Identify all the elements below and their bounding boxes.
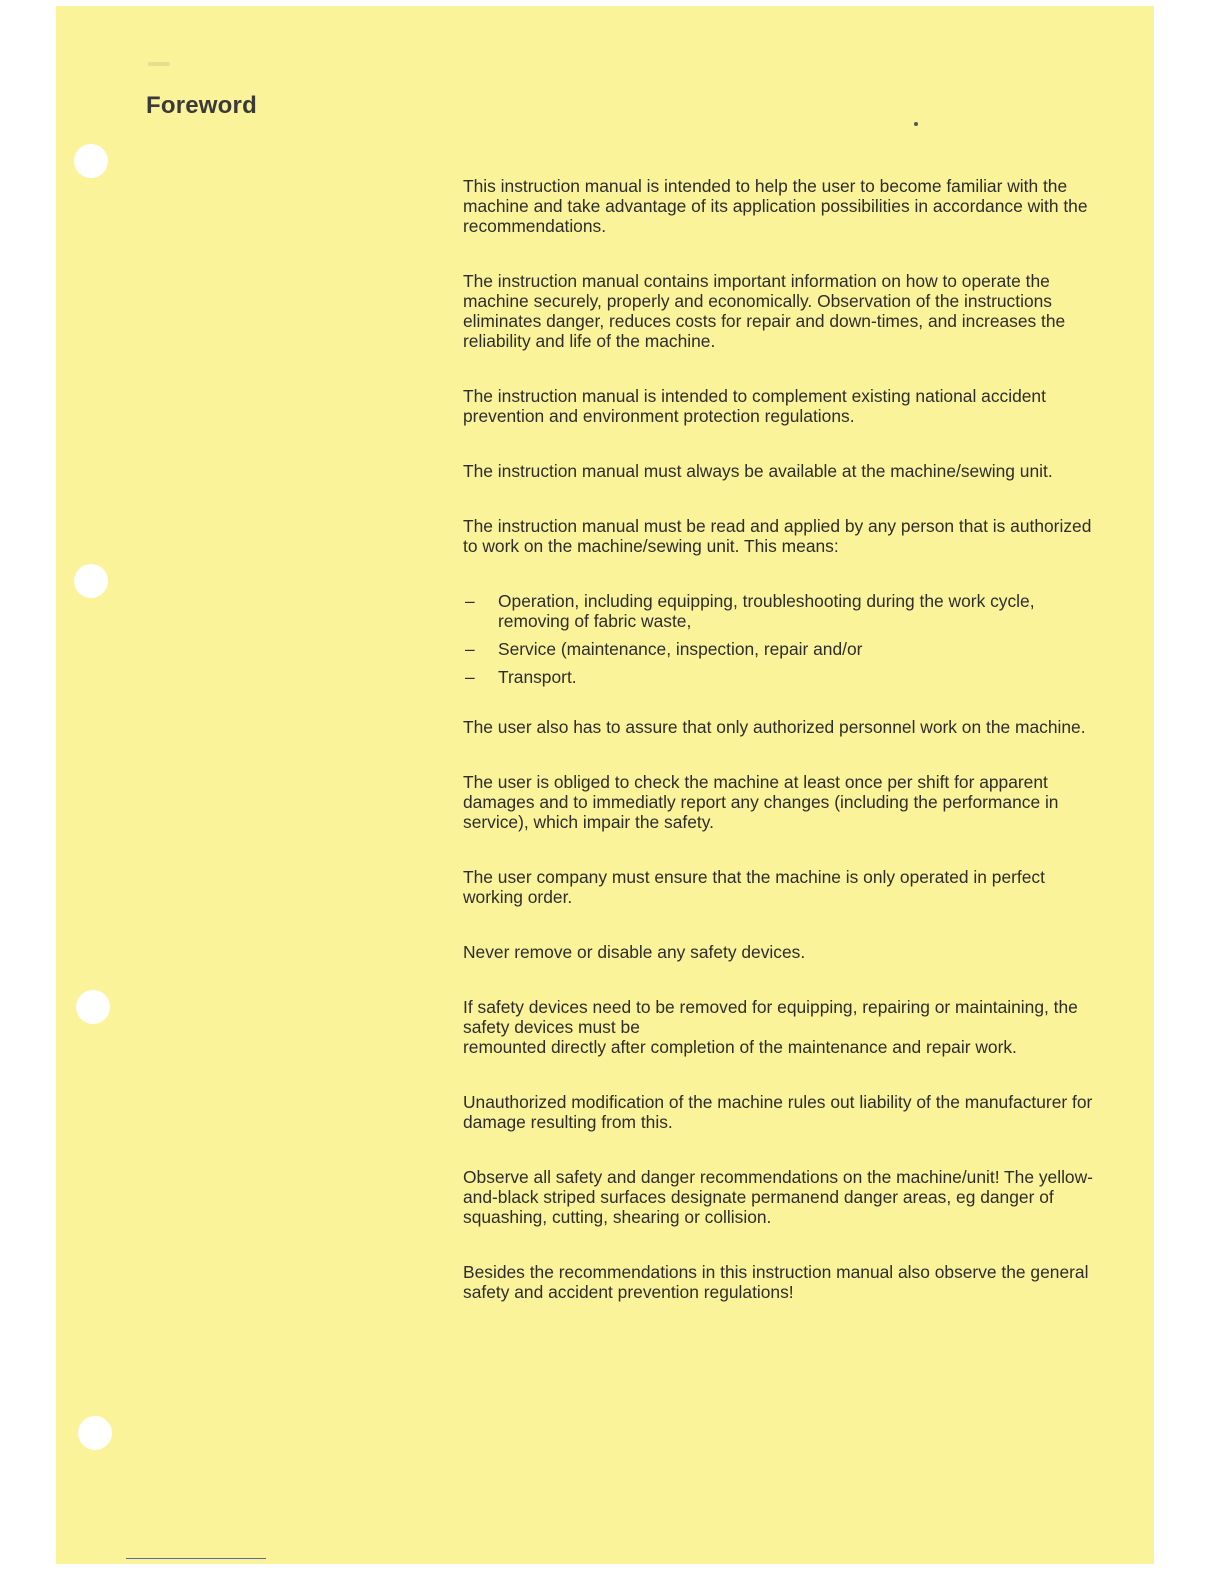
page-title: Foreword [146,92,257,119]
list-item [463,591,1093,631]
list-item-text: Service (maintenance, inspection, repair and/or [498,639,863,659]
list-dash: – [465,591,475,611]
paragraph: If safety devices need to be removed for equipping, repairing or maintaining, the safety devices must be [463,997,1078,1037]
paragraph: This instruction manual is intended to help the user to become familiar with the machine and take advantage of its application possibilities in accordance with the recommendations. [463,176,1088,236]
paragraph: Besides the recommendations in this instruction manual also observe the general safety and accident prevention regulations! [463,1262,1089,1302]
list-item-text: Operation, including equipping, troubleshooting during the work cycle, removing of fabric waste, [498,591,1035,631]
paragraph: The instruction manual must be read and applied by any person that is authorized to work on the machine/sewing unit. This means: [463,516,1092,556]
paragraph: Observe all safety and danger recommendations on the machine/unit! The yellow-and-black striped surfaces designate permanend danger areas, eg danger of squashing, cutting, shearing or collision. [463,1167,1093,1227]
binder-hole [74,144,108,178]
paragraph: The instruction manual contains important information on how to operate the machine securely, properly and economically. Observation of the instructions eliminates danger, reduces costs for repair and down-times, and increases the reliability and life of the machine. [463,271,1066,351]
paragraph-continued: remounted directly after completion of the maintenance and repair work. [463,1037,1017,1057]
paragraph: The instruction manual is intended to complement existing national accident prevention and environment protection regulations. [463,386,1046,426]
list-dash: – [465,667,475,687]
foreword-body [463,176,1093,1302]
scan-dot [914,122,918,126]
usage-list [463,591,1093,687]
list-item-text: Transport. [498,667,577,687]
manual-page [56,6,1154,1564]
list-item [463,667,1093,687]
paragraph: Unauthorized modification of the machine rules out liability of the manufacturer for damage resulting from this. [463,1092,1093,1132]
binder-hole [76,990,110,1024]
paragraph: Never remove or disable any safety devices. [463,942,806,962]
binder-hole [74,564,108,598]
paragraph: The user is obliged to check the machine at least once per shift for apparent damages and to immediatly report any changes (including the performance in service), which impair the safety. [463,772,1059,832]
paragraph: The user also has to assure that only authorized personnel work on the machine. [463,717,1086,737]
scan-smudge [148,62,170,66]
list-dash: – [465,639,475,659]
footer-rule [126,1558,266,1559]
list-item [463,639,1093,659]
paragraph: The instruction manual must always be available at the machine/sewing unit. [463,461,1053,481]
binder-hole [78,1416,112,1450]
paragraph: The user company must ensure that the machine is only operated in perfect working order. [463,867,1045,907]
